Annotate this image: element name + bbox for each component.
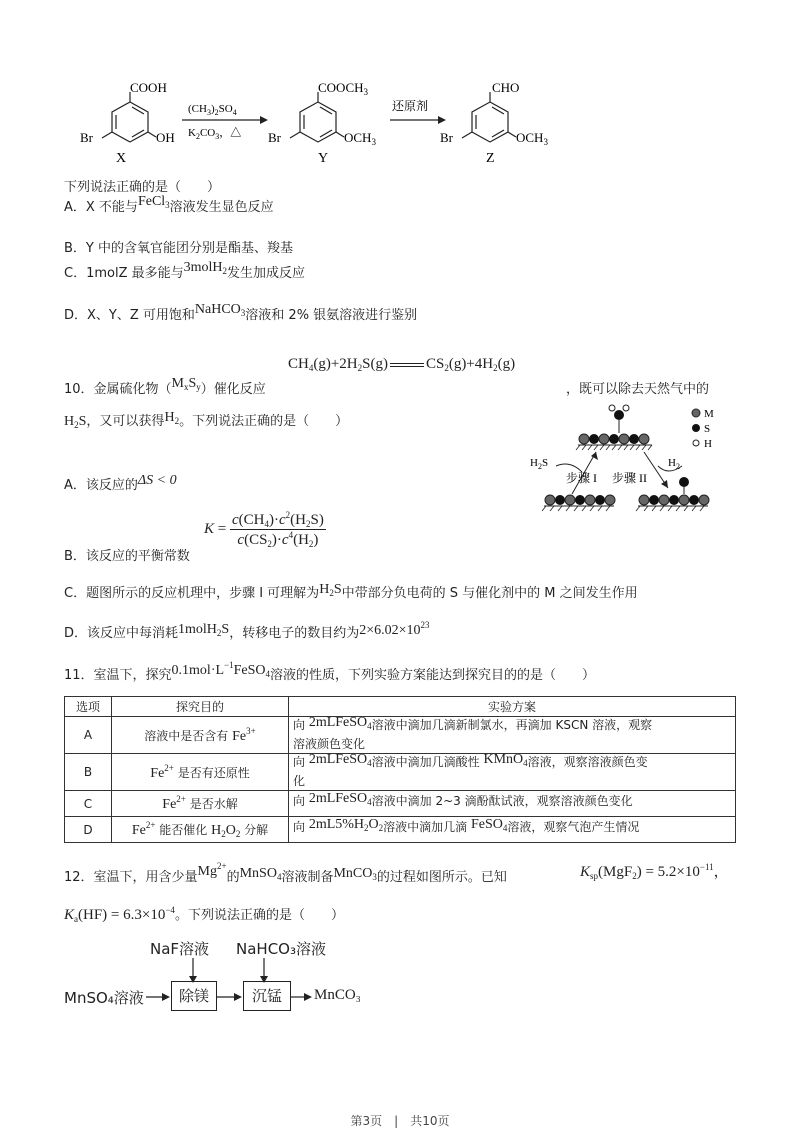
- z-br: Br: [440, 130, 453, 145]
- q11-table: [64, 696, 736, 843]
- mnco3-label: MnCO₃: [314, 987, 361, 1003]
- q10-stem-tail: ，既可以除去天然气中的: [566, 382, 710, 397]
- q10-stem: 10．金属硫化物$(M_xS_y)$催化反应: [64, 376, 266, 397]
- page-footer: 第3页 | 共10页: [350, 1114, 450, 1128]
- q9-option-c[interactable]: C．1molZ 最多能与3molH$_2$发生加成反应: [64, 260, 306, 281]
- q10-option-b[interactable]: B．该反应的平衡常数: [64, 549, 190, 564]
- q10-stem-line2: $H_2S$，又可以获得$H_2$。下列说法正确的是（ ）: [64, 410, 349, 430]
- table-row: B $Fe^{2+}$ 是否有还原性 向 2mLFeSO$_4$溶液中滴加几滴酸性 KMnO$_4$溶液，观察溶液颜色变 化: [65, 754, 736, 791]
- q10-option-c[interactable]: C．题图所示的反应机理中，步骤 I 可理解为$H_2S$中带部分负电荷的 S 与催化剂中的 M 之间发生作用: [64, 582, 638, 601]
- q12-stem-line2: $K_a(HF) = 6.3\times 10^{-4}$。下列说法正确的是（ ）: [64, 905, 344, 924]
- reagent-top: $(CH_3)_2SO_4$: [188, 103, 237, 117]
- header-option: 选项: [65, 697, 112, 717]
- q9-option-d[interactable]: D．X、Y、Z 可用饱和NaHCO$_3$溶液和 2% 银氨溶液进行鉴别: [64, 302, 418, 323]
- legend-m: M: [704, 408, 714, 420]
- reagent-bottom: $K_2CO_3$，△: [188, 127, 242, 141]
- z-cho: CHO: [492, 80, 520, 95]
- y-cooch3: $COOCH_3$: [318, 80, 369, 97]
- x-br: Br: [80, 130, 93, 145]
- h2s-label: $H_2S$: [530, 457, 549, 471]
- molecule-x: [102, 92, 156, 142]
- z-label: Z: [486, 151, 495, 166]
- step2-label: 步骤 II: [612, 471, 647, 485]
- q12-stem: 12．室温下，用含少量$Mg^{2+}$的MnSO$_4$溶液制备MnCO$_3$的过程如图所示。已知: [64, 861, 507, 885]
- z-och3: $OCH_3$: [516, 130, 548, 147]
- header-plan: 实验方案: [289, 697, 736, 717]
- x-oh: OH: [156, 130, 175, 145]
- box-precipitate-mn: 沉锰: [243, 981, 291, 1011]
- x-cooh: COOH: [130, 80, 167, 95]
- legend-h: H: [704, 438, 712, 450]
- y-och3: $OCH_3$: [344, 130, 376, 147]
- reductant-label: 还原剂: [392, 99, 429, 113]
- molecule-z: [462, 92, 516, 142]
- box-remove-mg: 除镁: [171, 981, 217, 1011]
- nahco3-label: NaHCO₃溶液: [236, 940, 326, 958]
- molecule-y: [290, 92, 344, 142]
- x-label: X: [116, 151, 127, 166]
- header-goal: 探究目的: [112, 697, 289, 717]
- q10-option-a[interactable]: A．该反应的ΔS < 0: [64, 473, 177, 493]
- q9-option-a[interactable]: A．X 不能与FeCl$_3$溶液发生显色反应: [64, 194, 274, 215]
- legend-s: S: [704, 423, 711, 435]
- h2-label: $H_2$: [668, 457, 680, 471]
- y-br: Br: [268, 130, 281, 145]
- q9-reaction-scheme: [60, 80, 580, 172]
- q9-option-b[interactable]: B．Y 中的含氧官能团分别是酯基、羧基: [64, 241, 293, 256]
- q10-equation: $CH_4(g)+2H_2S(g)$ $CS_2(g)+4H_2(g)$: [288, 356, 516, 373]
- q10-equilibrium-constant: K = $\frac{c(CH_4)\cdot c^2(H_2S)}{c(CS_2)\cdot c^4(H_2)}$: [204, 510, 324, 549]
- naf-label: NaF溶液: [150, 940, 210, 958]
- q11-stem: 11．室温下，探究$0.1mol\cdot L^{-1}FeSO_4$溶液的性质，下列实验方案能达到探究目的的是（ ）: [64, 660, 596, 683]
- y-label: Y: [318, 151, 329, 166]
- step1-label: 步骤 I: [566, 471, 597, 485]
- q12-ksp: $K_{sp}(MgF_2) = 5.2\times 10^{-11}$，: [580, 862, 729, 881]
- q9-stem: 下列说法正确的是（ ）: [64, 180, 221, 195]
- table-row: C $Fe^{2+}$ 是否水解 向 2mLFeSO$_4$溶液中滴加 2~3 滴酚酞试液，观察溶液颜色变化: [65, 791, 736, 817]
- table-row: A 溶液中是否含有 $Fe^{3+}$ 向 2mLFeSO$_4$溶液中滴加几滴新制氯水，再滴加 KSCN 溶液，观察 溶液颜色变化: [65, 717, 736, 754]
- mnso4-label: MnSO₄溶液: [64, 989, 144, 1007]
- q10-mechanism-figure: [526, 400, 736, 515]
- q10-option-d[interactable]: D．该反应中每消耗1molH$_2$S，转移电子的数目约为$2\times 6.02\times 10^{23}$: [64, 620, 430, 641]
- table-row: D $Fe^{2+}$ 能否催化 $H_2O_2$ 分解 向 $2mL5\%H_2O_2$溶液中滴加几滴 FeSO$_4$溶液，观察气泡产生情况: [65, 817, 736, 843]
